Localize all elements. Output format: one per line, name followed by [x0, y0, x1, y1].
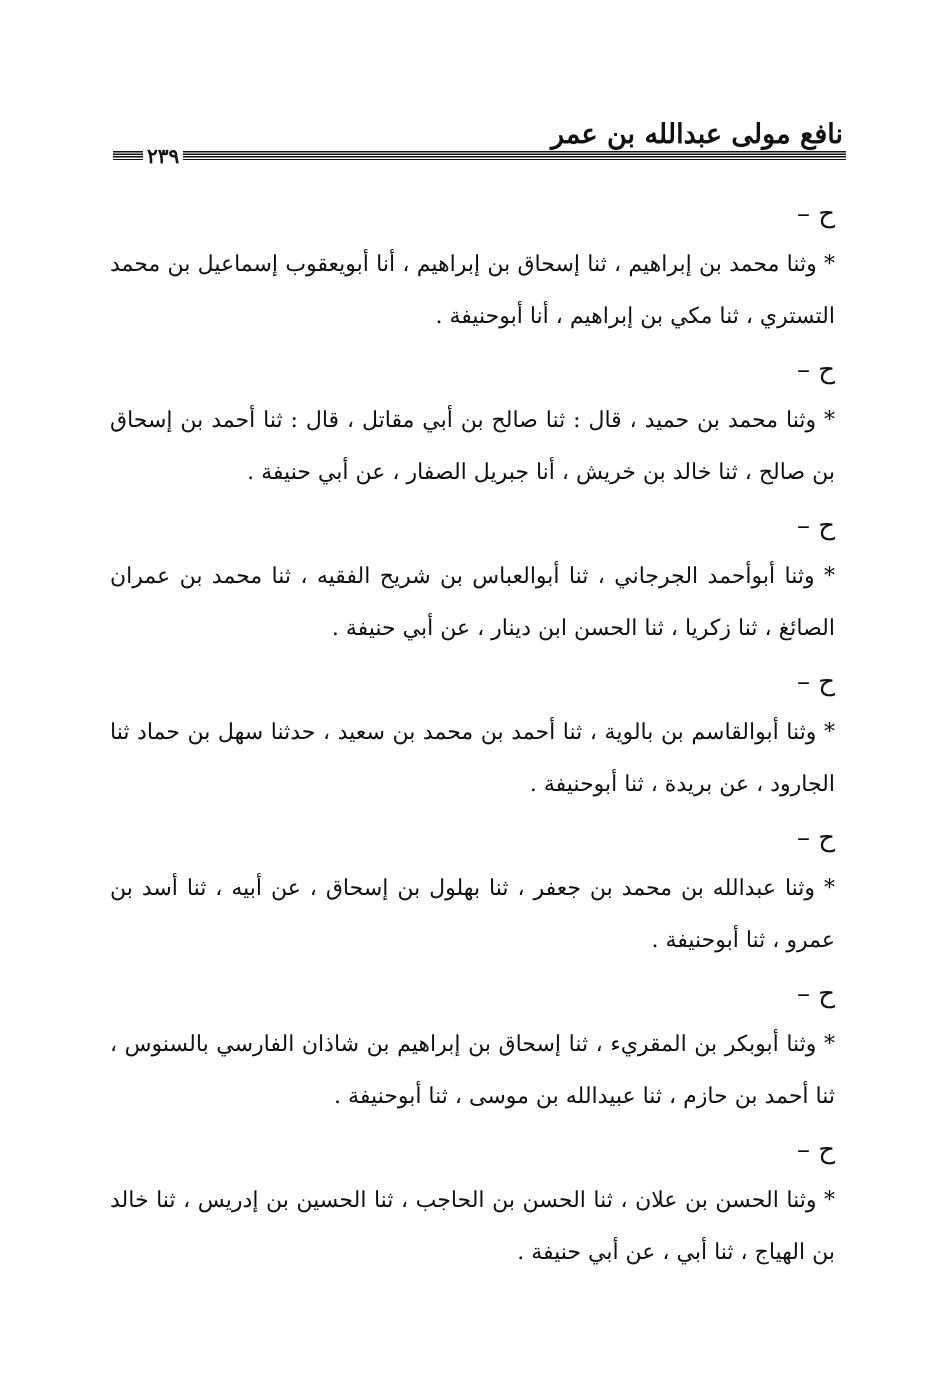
hadith-text: * وثنا محمد بن حميد ، قال : ثنا صالح بن أبي مقاتل ، قال : ثنا أحمد بن إسحاق بن صالح ، ثنا خالد بن خريش ، أنا جبريل الصفار ، عن أبي حنيفة .	[110, 408, 835, 485]
chain-marker: ح –	[796, 823, 835, 853]
hadith-text: * وثنا محمد بن إبراهيم ، ثنا إسحاق بن إبراهيم ، أنا أبويعقوب إسماعيل بن محمد التستري ، ثنا مكي بن إبراهيم ، أنا أبوحنيفة .	[110, 252, 835, 329]
chain-marker: ح –	[796, 667, 835, 697]
hadith-text: * وثنا أبوبكر بن المقريء ، ثنا إسحاق بن إبراهيم بن شاذان الفارسي بالسنوس ، ثنا أحمد بن حازم ، ثنا عبيدالله بن موسى ، ثنا أبوحنيفة .	[110, 1032, 835, 1109]
hadith-text: * وثنا أبوأحمد الجرجاني ، ثنا أبوالعباس بن شريح الفقيه ، ثنا محمد بن عمران الصائغ ، ثنا زكريا ، ثنا الحسن ابن دينار ، عن أبي حنيفة .	[110, 564, 835, 641]
chain-marker: ح –	[796, 355, 835, 385]
rule-segment-left	[113, 151, 143, 160]
hadith-text: * وثنا أبوالقاسم بن بالوية ، ثنا أحمد بن محمد بن سعيد ، حدثنا سهل بن حماد ثنا الجارود ، عن بريدة ، ثنا أبوحنيفة .	[110, 720, 835, 797]
page-number: ٢٣٩	[147, 143, 180, 168]
hadith-text: * وثنا الحسن بن علان ، ثنا الحسن بن الحاجب ، ثنا الحسين بن إدريس ، ثنا خالد بن الهياج ، ثنا أبي ، عن أبي حنيفة .	[110, 1188, 835, 1265]
chain-marker: ح –	[796, 979, 835, 1009]
rule-segment-right	[183, 151, 846, 160]
chain-marker: ح –	[796, 199, 835, 229]
running-header-title: نافع مولى عبدالله بن عمر	[550, 119, 843, 150]
chain-marker: ح –	[796, 1135, 835, 1165]
hadith-text: * وثنا عبدالله بن محمد بن جعفر ، ثنا بهلول بن إسحاق ، عن أبيه ، ثنا أسد بن عمرو ، ثنا أبوحنيفة .	[110, 876, 835, 953]
header-rule	[113, 143, 846, 168]
chain-marker: ح –	[796, 511, 835, 541]
